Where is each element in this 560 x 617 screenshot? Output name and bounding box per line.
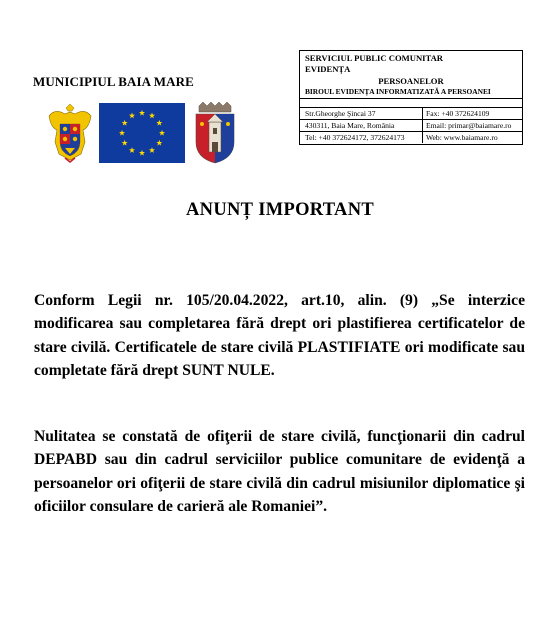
notice-paragraph-2: Nulitatea se constată de ofiţerii de stare civilă, funcţionarii din cadrul DEPABD sau din cadrul serviciilor publice comunitare de evidenţă a persoanelor ori ofiţerii de stare civilă din cadrul misiunilor diplomatice şi oficiilor consulare de carieră ale Romaniei”.: [34, 428, 525, 516]
office-name-line-1: SERVICIUL PUBLIC COMUNITAR: [305, 53, 444, 63]
office-name-line-2: EVIDENȚA: [305, 64, 351, 74]
page-title: ANUNȚ IMPORTANT: [186, 200, 374, 220]
office-name-line-3: PERSOANELOR: [378, 76, 444, 86]
column-divider: [422, 108, 423, 143]
divider: [300, 119, 522, 120]
divider: [300, 98, 522, 99]
baia-mare-coat-of-arms-icon: [193, 102, 237, 164]
website: Web: www.baiamare.ro: [426, 133, 498, 142]
email-address: Email: primar@baiamare.ro: [426, 121, 512, 130]
municipality-name: MUNICIPIUL BAIA MARE: [33, 74, 194, 89]
phone-number: Tel: +40 372624172, 372624173: [305, 133, 405, 142]
office-subunit: BIROUL EVIDENȚA INFORMATIZATĂ A PERSOANEI: [305, 87, 491, 96]
address-city: 430311, Baia Mare, România: [305, 121, 395, 130]
divider: [300, 131, 522, 132]
office-header-box: [299, 50, 523, 145]
address-street: Str.Gheorghe Şincai 37: [305, 109, 376, 118]
eu-flag-icon: [99, 103, 185, 163]
notice-paragraph-1: Conform Legii nr. 105/20.04.2022, art.10, alin. (9) „Se interzice modificarea sau completarea fără drept ori plastifierea certificatelor de stare civilă. Certificatele de stare civilă PLASTIFIATE ori modificate sau completate fără drept SUNT NULE.: [34, 292, 525, 380]
romania-coat-of-arms-icon: [45, 102, 95, 164]
divider: [300, 107, 522, 108]
fax-number: Fax: +40 372624109: [426, 109, 490, 118]
